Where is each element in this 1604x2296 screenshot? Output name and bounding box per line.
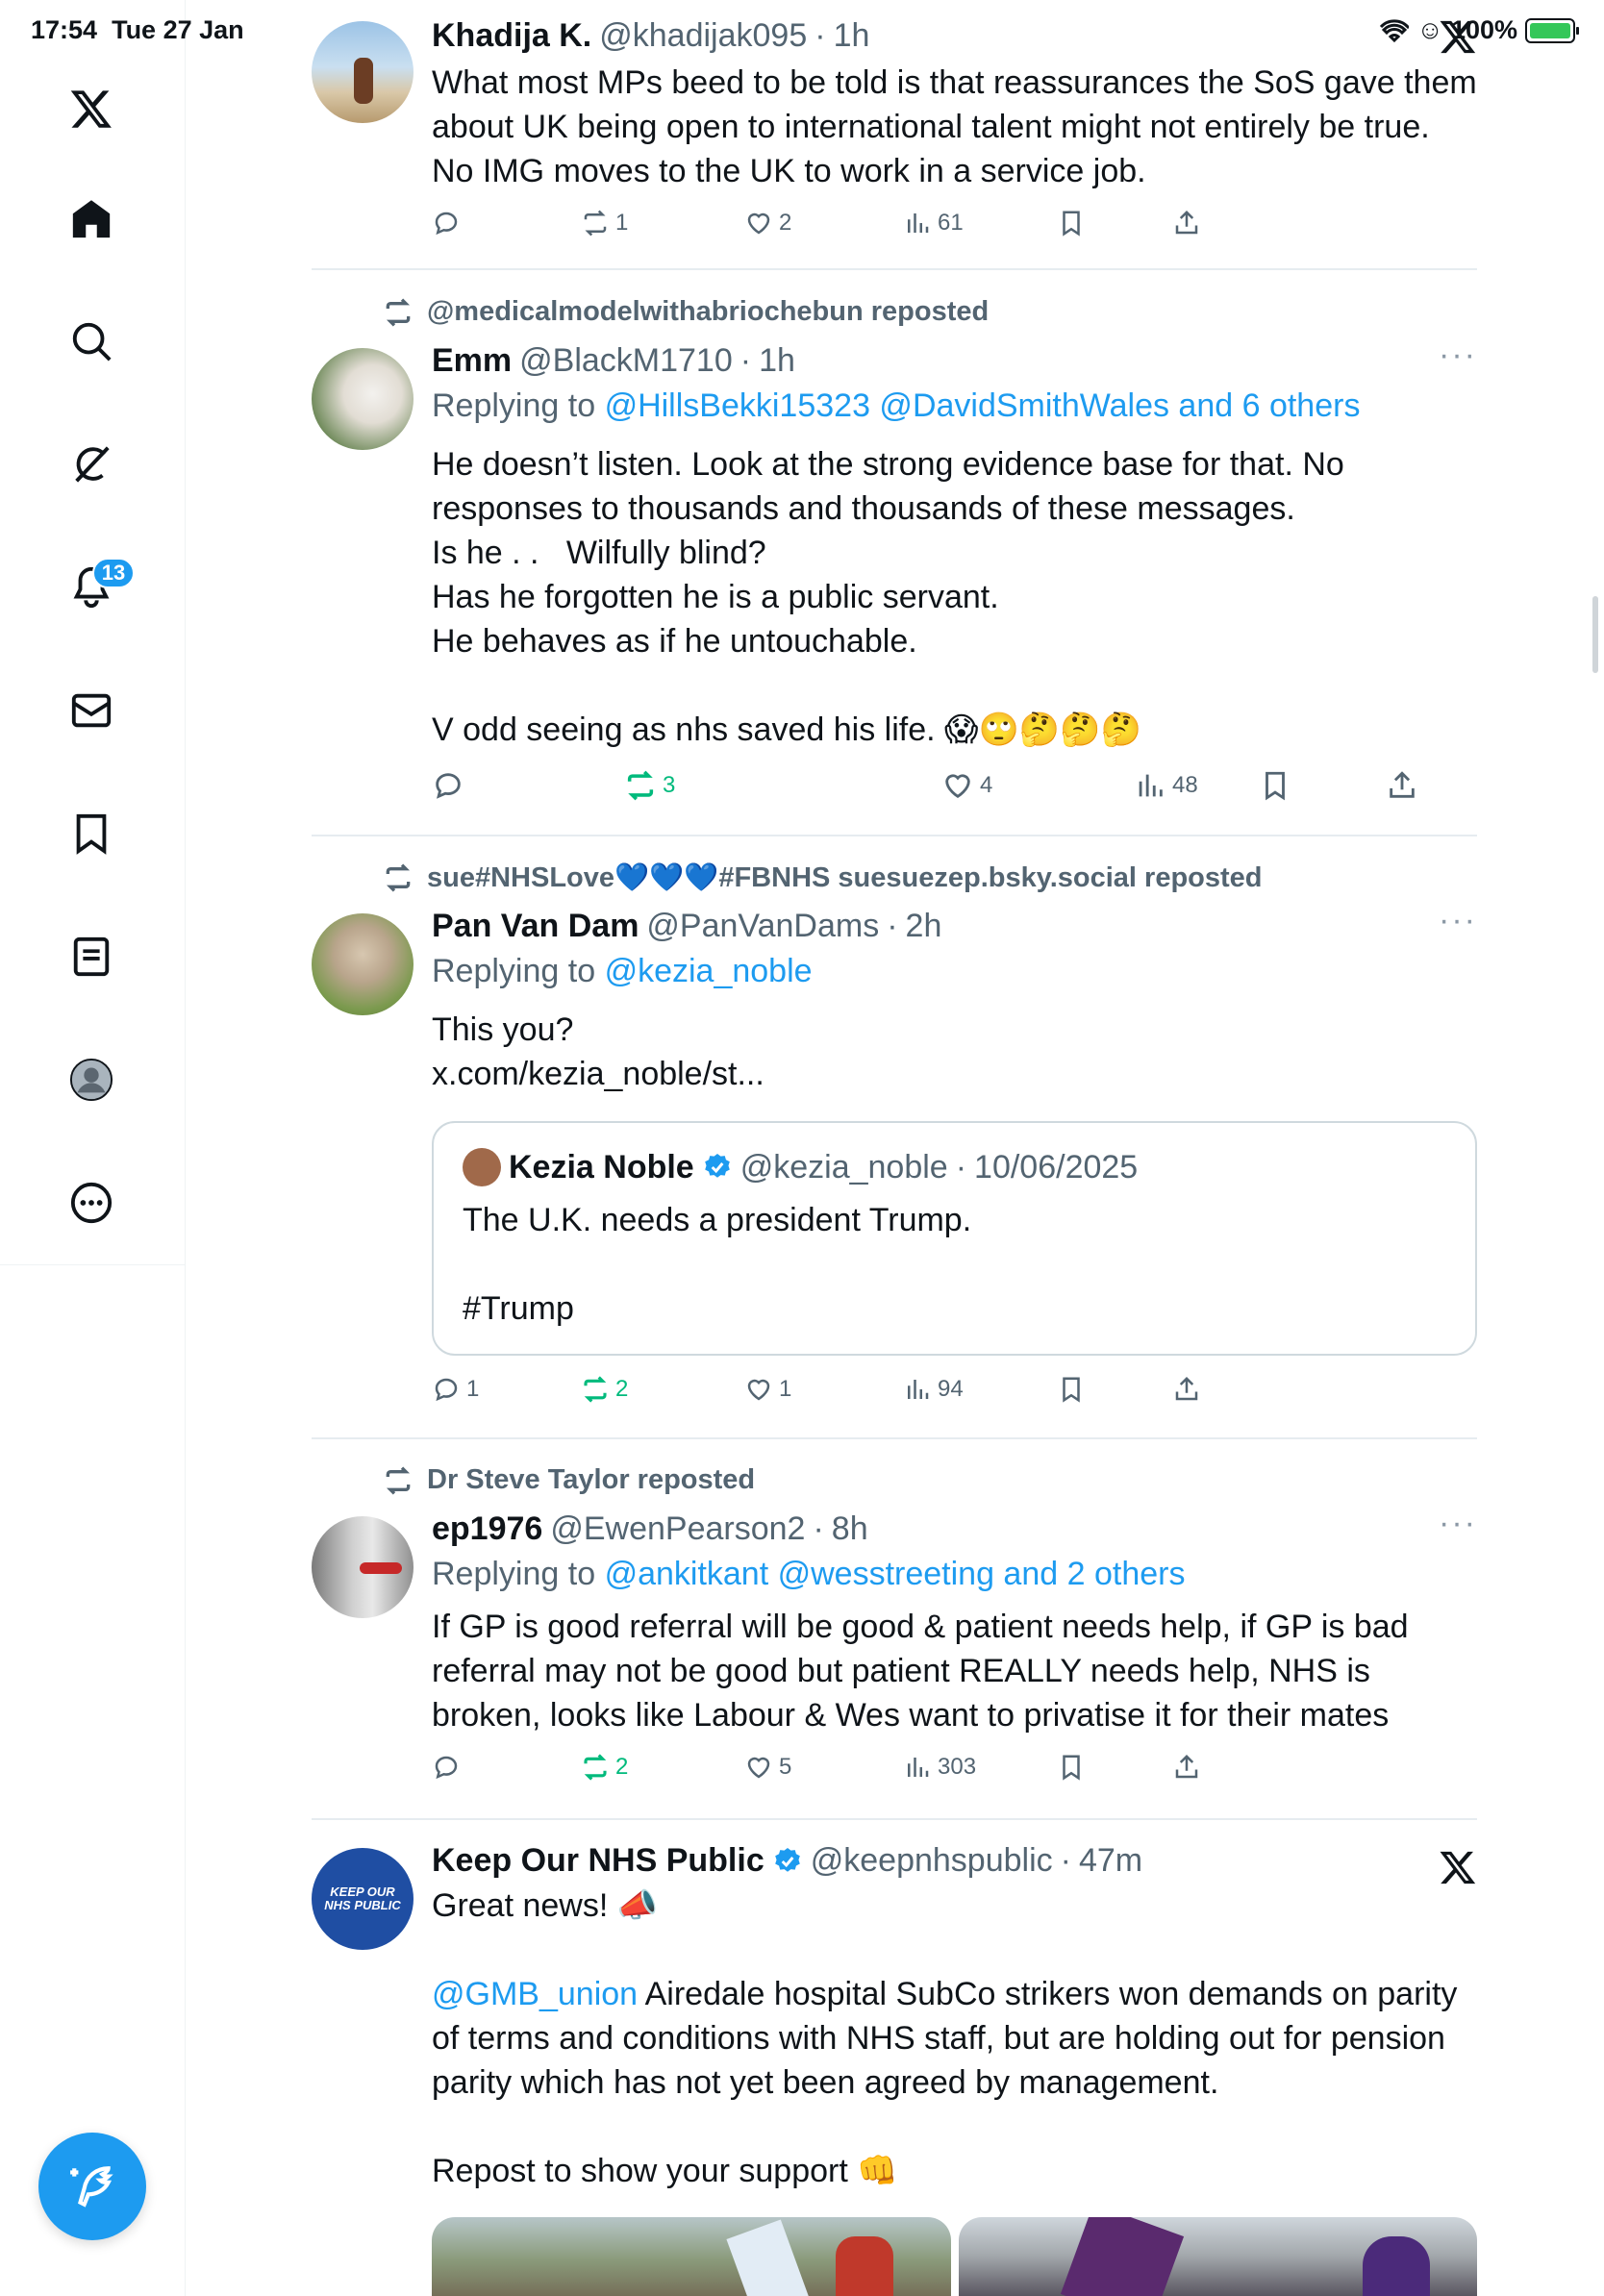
reply-icon xyxy=(432,209,461,237)
tweet-text: If GP is good referral will be good & patient needs help, if GP is bad referral may not be good but patient REALLY needs help, NHS is broken, looks like Labour & Wes want to privatise it for their mates xyxy=(432,1609,1409,1734)
like-count: 2 xyxy=(779,210,792,236)
share-icon xyxy=(1172,1375,1201,1404)
home-icon[interactable] xyxy=(62,189,121,249)
views-button[interactable] xyxy=(903,209,964,237)
replying-to-link[interactable]: @HillsBekki15323 @DavidSmithWales and 6 others xyxy=(604,387,1361,424)
replying-to-link[interactable]: @ankitkant @wesstreeting and 2 others xyxy=(604,1556,1186,1592)
more-options-icon[interactable] xyxy=(62,1173,121,1233)
tweet-body xyxy=(432,1510,1477,1799)
views-button[interactable] xyxy=(903,1753,976,1782)
battery-icon xyxy=(1525,18,1575,43)
repost-icon xyxy=(581,1753,610,1782)
reply-button[interactable] xyxy=(432,209,461,237)
replying-to: Replying to @HillsBekki15323 @DavidSmithWales and 6 others xyxy=(432,387,1361,424)
author-handle[interactable]: @EwenPearson2 xyxy=(550,1510,806,1547)
reply-icon xyxy=(432,769,464,802)
author-name[interactable]: Pan Van Dam xyxy=(432,908,639,944)
quote-author-name[interactable]: Kezia Noble xyxy=(509,1148,694,1185)
tweet-actions xyxy=(432,1753,1477,1799)
compose-feather-icon xyxy=(68,2162,116,2210)
like-count: 4 xyxy=(980,772,993,798)
like-button[interactable] xyxy=(744,209,791,237)
x-logo-icon[interactable] xyxy=(1439,1848,1477,1886)
share-button[interactable] xyxy=(1172,1753,1201,1782)
tweet-text: @GMB_union Airedale hospital SubCo strikers won demands on parity of terms and conditions with NHS staff, but are holding out for pension parity which has not yet been agreed by management. xyxy=(432,1976,1458,2101)
scrollbar[interactable] xyxy=(1592,596,1598,673)
repost-context: @medicalmodelwithabriochebun reposted xyxy=(383,296,989,328)
author-handle[interactable]: @keepnhspublic xyxy=(810,1842,1053,1879)
repost-icon xyxy=(383,862,414,893)
wifi-icon xyxy=(1380,19,1409,42)
tweet-text: He doesn’t listen. Look at the strong evidence base for that. No responses to thousands and thousands of these messages. Is he . . Wilfully blind? Has he forgotten he is a public servant. He behaves as if he untouchable. V odd seeing as nhs saved his life. 😱🙄🤔🤔🤔 xyxy=(432,446,1344,748)
tweet-text-intro: Great news! 📣 xyxy=(432,1887,659,1924)
tweet-time[interactable]: 1h xyxy=(759,342,795,379)
bookmark-icon xyxy=(1057,1375,1086,1404)
quote-text: The U.K. needs a president Trump. xyxy=(463,1202,972,1238)
avatar[interactable] xyxy=(312,348,414,450)
divider xyxy=(312,268,1477,270)
share-icon xyxy=(1172,209,1201,237)
lists-icon[interactable] xyxy=(62,927,121,986)
views-icon xyxy=(1134,769,1166,802)
author-name[interactable]: Keep Our NHS Public xyxy=(432,1842,764,1879)
replying-to: Replying to @ankitkant @wesstreeting and 2 others xyxy=(432,1556,1186,1592)
bookmark-button[interactable] xyxy=(1259,769,1291,802)
author-name[interactable]: Emm xyxy=(432,342,513,379)
tweet-text-end: Repost to show your support 👊 xyxy=(432,2153,898,2189)
repost-icon xyxy=(383,297,414,328)
repost-count: 3 xyxy=(663,772,676,798)
tweet-text: What most MPs beed to be told is that reassurances the SoS gave them about UK being open to international talent might not entirely be true. No IMG moves to the UK to work in a service job. xyxy=(432,64,1477,189)
more-options-button[interactable]: ··· xyxy=(1439,337,1477,373)
tweet-header: Keep Our NHS Public @keepnhspublic · 47m xyxy=(432,1842,1143,1879)
tweet-body xyxy=(432,342,1477,815)
media-image-1[interactable] xyxy=(432,2217,951,2296)
views-icon xyxy=(903,1753,932,1782)
tweet-text: This you? xyxy=(432,1011,574,1048)
author-name[interactable]: ep1976 xyxy=(432,1510,543,1547)
tweet-body xyxy=(432,1842,1477,2193)
share-button[interactable] xyxy=(1172,1375,1201,1404)
divider xyxy=(312,1818,1477,1820)
views-icon xyxy=(903,209,932,237)
like-button[interactable] xyxy=(941,769,992,802)
avatar-logo-text: KEEP OUR NHS PUBLIC xyxy=(324,1884,401,1912)
views-button[interactable] xyxy=(1134,769,1198,802)
tweet-link[interactable]: x.com/kezia_noble/st... xyxy=(432,1056,764,1092)
more-options-button[interactable]: ··· xyxy=(1439,1505,1477,1541)
share-button[interactable] xyxy=(1172,209,1201,237)
reply-icon xyxy=(432,1375,461,1404)
profile-avatar-icon[interactable] xyxy=(62,1050,121,1110)
repost-count: 1 xyxy=(615,210,629,236)
tweet-header: ep1976 @EwenPearson2 · 8h xyxy=(432,1510,868,1547)
more-options-button[interactable]: ··· xyxy=(1439,902,1477,938)
share-button[interactable] xyxy=(1386,769,1418,802)
quote-time[interactable]: 10/06/2025 xyxy=(974,1148,1139,1185)
bookmarks-icon[interactable] xyxy=(62,804,121,863)
views-button[interactable] xyxy=(903,1375,964,1404)
tweet-header: Pan Van Dam @PanVanDams · 2h xyxy=(432,908,942,944)
author-handle[interactable]: @PanVanDams xyxy=(646,908,880,944)
like-button[interactable] xyxy=(744,1753,791,1782)
quoted-tweet[interactable] xyxy=(432,1121,1477,1356)
reply-button[interactable] xyxy=(432,1375,479,1404)
repost-count: 2 xyxy=(615,1376,629,1402)
divider xyxy=(312,835,1477,836)
tweet-time[interactable]: 2h xyxy=(905,908,942,944)
reply-button[interactable] xyxy=(432,1753,461,1782)
views-count: 94 xyxy=(938,1376,964,1402)
bookmark-icon xyxy=(1057,1753,1086,1782)
status-time: 17:54 Tue 27 Jan xyxy=(31,15,244,44)
bookmark-icon xyxy=(1057,209,1086,237)
avatar[interactable] xyxy=(312,1848,414,1950)
like-count: 5 xyxy=(779,1754,792,1780)
tweet-actions xyxy=(432,1375,1477,1421)
divider xyxy=(312,1437,1477,1439)
replying-to: Replying to @kezia_noble xyxy=(432,953,813,989)
views-count: 48 xyxy=(1172,772,1198,798)
author-name[interactable]: Khadija K. xyxy=(432,17,592,54)
grok-icon[interactable] xyxy=(62,435,121,494)
repost-button[interactable] xyxy=(581,1375,628,1404)
tweet-header: Emm @BlackM1710 · 1h xyxy=(432,342,795,379)
repost-context: sue#NHSLove💙💙💙#FBNHS suesuezep.bsky.social reposted xyxy=(383,861,1263,894)
quote-header: Kezia Noble @kezia_noble · 10/06/2025 xyxy=(463,1148,1446,1186)
avatar[interactable] xyxy=(312,1516,414,1618)
repost-icon xyxy=(581,209,610,237)
status-right xyxy=(1380,15,1575,45)
repost-button[interactable] xyxy=(581,209,628,237)
status-bar xyxy=(0,0,1604,62)
tweet-time[interactable]: 8h xyxy=(831,1510,868,1547)
repost-button[interactable] xyxy=(624,769,675,802)
tweet-actions xyxy=(432,209,1477,255)
replying-to-link[interactable]: @kezia_noble xyxy=(604,953,813,989)
battery-percent: 100% xyxy=(1450,15,1517,44)
notifications-badge: 13 xyxy=(92,558,135,588)
heart-icon xyxy=(744,209,773,237)
search-icon[interactable] xyxy=(62,312,121,371)
bookmark-icon xyxy=(1259,769,1291,802)
bookmark-button[interactable] xyxy=(1057,209,1086,237)
repost-icon xyxy=(383,1465,414,1496)
mention-link[interactable]: @GMB_union xyxy=(432,1976,639,2012)
reply-icon xyxy=(432,1753,461,1782)
repost-icon xyxy=(624,769,657,802)
avatar[interactable] xyxy=(312,913,414,1015)
quote-avatar[interactable] xyxy=(463,1148,501,1186)
verified-badge-icon xyxy=(702,1152,733,1183)
views-count: 303 xyxy=(938,1754,977,1780)
heart-icon xyxy=(744,1375,773,1404)
repost-icon xyxy=(581,1375,610,1404)
tweet-actions xyxy=(432,769,1477,815)
reply-count: 1 xyxy=(466,1376,480,1402)
share-icon xyxy=(1386,769,1418,802)
views-icon xyxy=(903,1375,932,1404)
views-count: 61 xyxy=(938,210,964,236)
sidebar xyxy=(0,0,186,2296)
heart-icon xyxy=(941,769,974,802)
verified-badge-icon xyxy=(772,1846,803,1877)
bookmark-button[interactable] xyxy=(1057,1375,1086,1404)
repost-button[interactable] xyxy=(581,1753,628,1782)
compose-button[interactable] xyxy=(38,2133,146,2240)
tweet-time[interactable]: 1h xyxy=(833,17,870,54)
media-image-2[interactable] xyxy=(959,2217,1478,2296)
messages-icon[interactable] xyxy=(62,681,121,740)
quote-author-handle[interactable]: @kezia_noble xyxy=(739,1148,948,1185)
author-handle[interactable]: @BlackM1710 xyxy=(519,342,733,379)
sidebar-divider xyxy=(0,1264,186,1265)
reply-button[interactable] xyxy=(432,769,464,802)
x-logo-icon[interactable] xyxy=(62,79,121,138)
repost-count: 2 xyxy=(615,1754,629,1780)
repost-context: Dr Steve Taylor reposted xyxy=(383,1464,755,1496)
tweet-body xyxy=(432,908,1477,1421)
face-icon: ☺ xyxy=(1416,15,1443,44)
tweet-media[interactable] xyxy=(432,2217,1477,2296)
bookmark-button[interactable] xyxy=(1057,1753,1086,1782)
quote-hashtag[interactable]: #Trump xyxy=(463,1290,574,1327)
tweet-time[interactable]: 47m xyxy=(1078,1842,1143,1879)
author-handle[interactable]: @khadijak095 xyxy=(599,17,808,54)
like-count: 1 xyxy=(779,1376,792,1402)
heart-icon xyxy=(744,1753,773,1782)
share-icon xyxy=(1172,1753,1201,1782)
tweet-header: Khadija K. @khadijak095 · 1h xyxy=(432,17,870,54)
like-button[interactable] xyxy=(744,1375,791,1404)
